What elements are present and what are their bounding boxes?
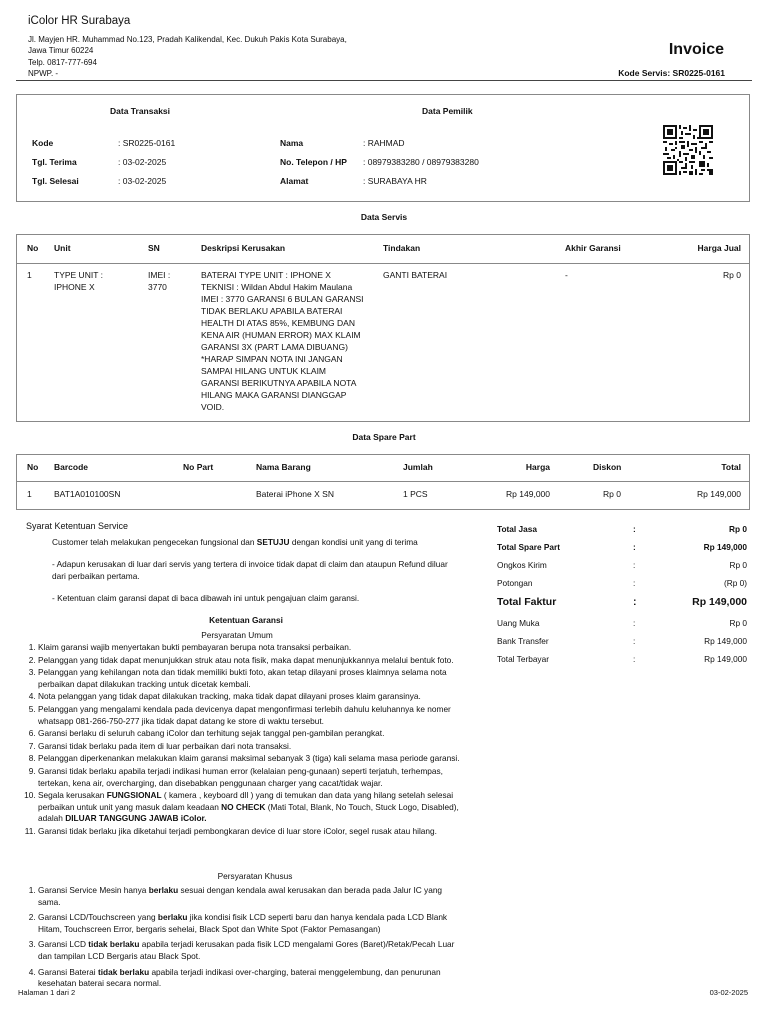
ongkir-label: Ongkos Kirim — [497, 560, 547, 570]
umum10-no-check: NO CHECK — [221, 801, 266, 812]
syarat-title: Syarat Ketentuan Service — [26, 521, 129, 531]
desc-line: VOID. — [201, 402, 225, 412]
potongan-value: (Rp 0) — [723, 578, 747, 588]
persyaratan-khusus-title: Persyaratan Khusus — [217, 871, 293, 881]
umum-item: 5. Pelanggan yang mengalami kendala pada devicenya dapat mengonfirmasi terlebih dahulu keluhannya ke nomer whatsapp 081-266-750-277 jika tidak dapat datang ke store di waktu tersebut. — [38, 704, 460, 727]
k2-text2: jika kondisi fisik LCD seperti baru dan hanya kendala pada LCD Blank Hitam, Touchscreen Error, bergaris sehelai, Black Spot dan White Spot (Faktor Pemasangan) — [38, 912, 448, 934]
desc-line: HILANG MAKA GARANSI DIANGGAP — [201, 390, 347, 400]
total-jasa-row — [497, 524, 747, 538]
desc-line: KENA AIR (HUMAN ERROR) MAX KLAIM — [201, 330, 361, 340]
syarat-p1-text2: dengan kondisi unit yang di terima — [289, 537, 418, 547]
umum-item-10 — [38, 790, 460, 825]
k1-text: Garansi Service Mesin hanya — [38, 885, 149, 895]
data-box — [16, 94, 750, 202]
umum10-text2: ( kamera , keyboard dll ) yang di temukan dan data yang hilang setelah selesai perbaikan untuk unit yang masuk dalam keadaan — [38, 790, 454, 812]
servis-header-no: No — [27, 243, 39, 253]
colon: : — [633, 636, 636, 646]
sp-header-divider — [17, 481, 749, 482]
nama-label: Nama — [280, 138, 304, 148]
tgl-terima-value: : 03-02-2025 — [118, 157, 167, 167]
footer-date: 03-02-2025 — [709, 988, 748, 997]
company-address-line2: Jawa Timur 60224 — [28, 46, 94, 56]
total-sparepart-value: Rp 149,000 — [703, 542, 747, 552]
colon: : — [633, 654, 636, 664]
k1-bold: berlaku — [148, 885, 179, 895]
syarat-p2-line2: dari perbaikan pertama. — [52, 570, 140, 581]
transaksi-heading: Data Transaksi — [110, 106, 171, 116]
colon: : — [633, 542, 636, 552]
servis-row-unit — [54, 269, 103, 293]
khusus-item — [38, 885, 460, 908]
kode-label: Kode — [32, 138, 54, 148]
sparepart-table — [16, 454, 750, 510]
syarat-p1 — [52, 537, 418, 549]
k2-text: Garansi LCD/Touchscreen yang — [38, 912, 158, 923]
umum-item: 1. Klaim garansi wajib menyertakan bukti pembayaran berupa nota transaksi perbaikan. — [38, 642, 460, 654]
sp-row-total: Rp 149,000 — [697, 489, 741, 499]
company-phone: Telp. 0817-777-694 — [28, 57, 97, 67]
total-terbayar-row — [497, 654, 747, 668]
servis-header-sn: SN — [148, 243, 160, 253]
persyaratan-umum-title: Persyaratan Umum — [201, 630, 273, 640]
servis-unit-line1: TYPE UNIT : — [54, 270, 103, 280]
ongkir-row — [497, 560, 747, 574]
servis-row-no: 1 — [27, 270, 32, 280]
servis-header-tindakan: Tindakan — [383, 243, 421, 253]
qr-code — [663, 125, 713, 175]
colon: : — [633, 524, 636, 534]
sp-header-nopart: No Part — [183, 462, 214, 472]
colon: : — [633, 578, 636, 588]
umum10-text: Segala kerusakan — [38, 790, 107, 801]
company-info — [28, 34, 347, 79]
khusus-item — [38, 939, 460, 962]
total-faktur-label: Total Faktur — [497, 596, 557, 608]
servis-sn-line1: IMEI : — [148, 270, 171, 280]
umum-item: 11. Garansi tidak berlaku jika diketahui terjadi pembongkaran device di luar store iColor, segel rusak atau hilang. — [38, 826, 460, 838]
sp-row-jumlah: 1 PCS — [403, 489, 428, 499]
telepon-value: : 08979383280 / 08979383280 — [363, 157, 479, 167]
sp-row-barcode: BAT1A010100SN — [54, 489, 121, 499]
sp-row-diskon: Rp 0 — [603, 489, 621, 499]
company-address-line1: Jl. Mayjen HR. Muhammad No.123, Pradah Kalikendal, Kec. Dukuh Pakis Kota Surabaya, — [28, 35, 347, 44]
servis-row-tindakan: GANTI BATERAI — [383, 270, 448, 280]
sp-header-total: Total — [721, 462, 741, 472]
total-sparepart-row — [497, 542, 747, 556]
bank-transfer-row — [497, 636, 747, 650]
desc-line: BATERAI TYPE UNIT : IPHONE X — [201, 270, 331, 280]
syarat-p2-line1: - Adapun kerusakan di luar dari servis yang tertera di invoice tidak dapat di claim dan ataupun Refund diluar — [52, 559, 448, 569]
persyaratan-umum-list — [14, 642, 460, 839]
colon: : — [633, 560, 636, 570]
syarat-p3: - Ketentuan claim garansi dapat di baca dibawah ini untuk pengajuan claim garansi. — [52, 593, 360, 603]
servis-row-sn — [148, 269, 170, 293]
ketentuan-garansi-title: Ketentuan Garansi — [209, 615, 283, 625]
company-name: iColor HR Surabaya — [28, 15, 131, 27]
k4-text2: apabila terjadi indikasi over-charging, baterai menggelembung, dan penurunan kesehatan baterai secara normal. — [38, 966, 441, 989]
potongan-label: Potongan — [497, 578, 533, 588]
tgl-terima-label: Tgl. Terima — [32, 157, 77, 167]
sp-row-harga: Rp 149,000 — [506, 489, 550, 499]
k3-text: Garansi LCD — [38, 939, 89, 950]
page-number: Halaman 1 dari 2 — [18, 988, 76, 997]
colon: : — [633, 596, 637, 608]
servis-header-garansi: Akhir Garansi — [565, 243, 621, 253]
sp-row-no: 1 — [27, 489, 32, 499]
k4-bold: tidak berlaku — [97, 966, 150, 977]
syarat-p1-text: Customer telah melakukan pengecekan fungsional dan — [52, 537, 257, 547]
servis-title: Data Servis — [360, 212, 408, 222]
servis-row-harga: Rp 0 — [723, 270, 741, 280]
khusus-item — [38, 912, 460, 935]
khusus-item — [38, 967, 460, 990]
servis-row-garansi: - — [565, 270, 568, 280]
invoice-title: Invoice — [668, 41, 724, 58]
servis-sn-line2: 3770 — [148, 282, 167, 292]
total-jasa-label: Total Jasa — [497, 524, 537, 534]
umum-item: 6. Garansi berlaku di seluruh cabang iColor dan terhitung sejak tanggal pen-gambilan perangkat. — [38, 728, 460, 740]
k3-bold: tidak berlaku — [88, 939, 140, 950]
persyaratan-khusus-list — [14, 885, 460, 994]
sp-row-nama: Baterai iPhone X SN — [256, 489, 334, 499]
pemilik-heading: Data Pemilik — [422, 106, 473, 116]
servis-header-deskripsi: Deskripsi Kerusakan — [201, 243, 286, 253]
desc-line: IMEI : 3770 GARANSI 6 BULAN GARANSI — [201, 294, 364, 304]
k1-text2: sesuai dengan kendala awal kerusakan dan berada pada Jalur IC yang sama. — [38, 885, 443, 907]
total-jasa-value: Rp 0 — [729, 524, 747, 534]
desc-line: HEALTH DI ATAS 85%, KEMBUNG DAN — [201, 318, 355, 328]
umum-item: 8. Pelanggan diperkenankan melakukan klaim garansi maksimal sebanyak 3 (tiga) kali selama masa periode garansi. — [38, 753, 460, 765]
tgl-selesai-label: Tgl. Selesai — [32, 176, 79, 186]
umum-item: 2. Pelanggan yang tidak dapat menunjukkan struk atau nota fisik, maka dapat menunjukkannya melalui bentuk foto. — [38, 655, 460, 667]
bank-transfer-value: Rp 149,000 — [704, 636, 747, 646]
umum10-text3: (Mati Total, Blank, No Touch, Stuck Logo, Disabled), adalah — [38, 801, 459, 824]
umum-item: 4. Nota pelanggan yang tidak dapat dilakukan tracking, maka tidak dapat dilayani proses klaim garansinya. — [38, 691, 460, 703]
umum-item: 3. Pelanggan yang kehilangan nota dan tidak memiliki bukti foto, akan tetap dilayani proses klaimnya selama nota perbaikan dapat dilakukan tracking untuk dicetak kembali. — [38, 667, 460, 690]
sp-header-nama: Nama Barang — [256, 462, 311, 472]
total-terbayar-label: Total Terbayar — [497, 654, 549, 664]
desc-line: GARANSI 3X (PART LAMA DIBUANG) — [201, 342, 348, 352]
total-faktur-row — [497, 596, 747, 612]
servis-header-divider — [17, 263, 749, 264]
desc-line: SAMPAI HILANG UNTUK KLAIM — [201, 366, 327, 376]
sparepart-title: Data Spare Part — [352, 432, 416, 442]
alamat-label: Alamat — [280, 176, 309, 186]
sp-header-no: No — [27, 462, 39, 472]
k3-text2: apabila terjadi kerusakan pada fisik LCD mengalami Gores (Baret)/Retak/Pecah Luar dan tampilan LCD Bergaris atau Black Spot. — [38, 939, 455, 961]
syarat-p2 — [52, 559, 448, 582]
umum10-diluar: DILUAR TANGGUNG JAWAB iColor. — [65, 813, 207, 824]
servis-header-harga: Harga Jual — [697, 243, 741, 253]
desc-line: TEKNISI : Wildan Abdul Hakim Maulana — [201, 282, 353, 292]
uang-muka-row — [497, 618, 747, 632]
k2-bold: berlaku — [157, 912, 188, 923]
ongkir-value: Rp 0 — [729, 560, 747, 570]
kode-servis: Kode Servis: SR0225-0161 — [618, 68, 725, 78]
sp-header-barcode: Barcode — [54, 462, 89, 472]
servis-row-deskripsi — [201, 269, 364, 413]
servis-table — [16, 234, 750, 422]
uang-muka-label: Uang Muka — [497, 618, 540, 628]
header-divider — [16, 80, 752, 81]
umum10-fungsional: FUNGSIONAL — [106, 790, 162, 801]
desc-line: *HARAP SIMPAN NOTA INI JANGAN — [201, 354, 343, 364]
total-faktur-value: Rp 149,000 — [692, 596, 747, 608]
desc-line: TIDAK BERLAKU APABILA BATERAI — [201, 306, 343, 316]
potongan-row — [497, 578, 747, 592]
desc-line: GARANSI BERIKUTNYA APABILA NOTA — [201, 378, 357, 388]
nama-value: : RAHMAD — [363, 138, 405, 148]
uang-muka-value: Rp 0 — [729, 618, 747, 628]
sp-header-jumlah: Jumlah — [403, 462, 433, 472]
bank-transfer-label: Bank Transfer — [497, 636, 549, 646]
kode-value: : SR0225-0161 — [118, 138, 176, 148]
total-sparepart-label: Total Spare Part — [497, 542, 561, 552]
company-npwp: NPWP. - — [28, 68, 59, 78]
total-terbayar-value: Rp 149,000 — [704, 654, 747, 664]
telepon-label: No. Telepon / HP — [280, 157, 347, 167]
sp-header-diskon: Diskon — [593, 462, 622, 472]
servis-header-unit: Unit — [54, 243, 71, 253]
servis-unit-line2: IPHONE X — [54, 282, 95, 292]
tgl-selesai-value: : 03-02-2025 — [118, 176, 167, 186]
k4-text: Garansi Baterai — [38, 966, 98, 977]
alamat-value: : SURABAYA HR — [363, 176, 427, 186]
colon: : — [633, 618, 636, 628]
umum-item: 7. Garansi tidak berlaku pada item di luar perbaikan dari nota transaksi. — [38, 741, 460, 753]
umum-item: 9. Garansi tidak berlaku apabila terjadi indikasi human error (kelalaian peng-gunaan) seperti terjatuh, terhempas, tertekan, kena air, overcharging, dan disebabkan penggunaan charger yang cacat/tidak wajar. — [38, 766, 460, 789]
sp-header-harga: Harga — [525, 462, 550, 472]
syarat-p1-setuju: SETUJU — [256, 537, 290, 547]
